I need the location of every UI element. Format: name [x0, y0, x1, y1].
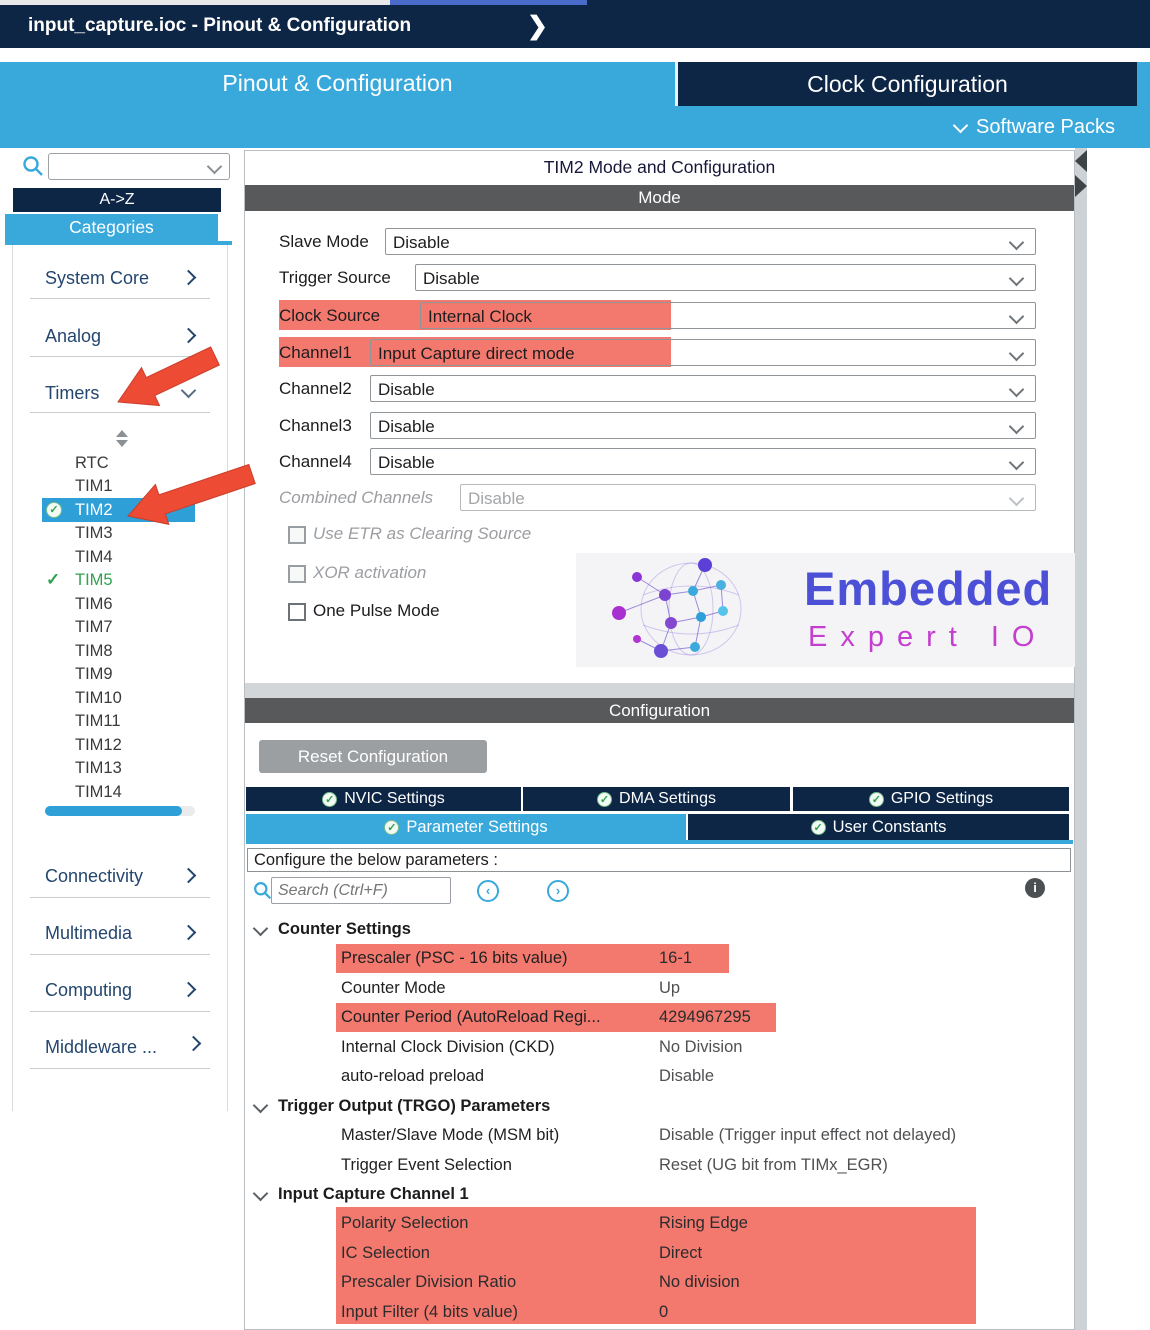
software-packs-label: Software Packs [976, 115, 1115, 138]
channel2-label: Channel2 [279, 379, 352, 398]
timer-list-scrollbar-track[interactable] [45, 806, 195, 816]
param-value[interactable]: No division [659, 1273, 740, 1291]
timer-label: TIM2 [75, 501, 113, 519]
sidebar-timer-item[interactable]: TIM7 [75, 618, 113, 636]
param-value[interactable]: Direct [659, 1244, 703, 1262]
chevron-down-icon [1009, 419, 1025, 435]
logo-subtitle: Expert IO [808, 621, 1048, 653]
tab-clock-label: Clock Configuration [807, 70, 1008, 97]
param-value[interactable]: Reset (UG bit from TIMx_EGR) [659, 1156, 888, 1174]
check-icon: ✓ [46, 570, 61, 589]
search-icon [22, 155, 44, 177]
logo-title: Embedded [804, 562, 1053, 615]
xor-activation-checkbox [288, 565, 306, 583]
one-pulse-mode-checkbox[interactable] [288, 603, 306, 621]
search-next-button[interactable]: › [547, 880, 569, 902]
window-title: input_capture.ioc - Pinout & Configuration [28, 15, 412, 36]
parameters-search-input[interactable] [271, 877, 451, 904]
parameters-banner-text: Configure the below parameters : [254, 851, 498, 869]
panel-title-text: TIM2 Mode and Configuration [543, 157, 776, 177]
az-sort-label: A->Z [99, 191, 135, 208]
param-label: Input Filter (4 bits value) [341, 1303, 518, 1321]
ok-check-icon: ✓ [597, 792, 612, 807]
channel1-label: Channel1 [279, 343, 352, 362]
param-label: Internal Clock Division (CKD) [341, 1038, 555, 1056]
panel-gap [245, 683, 1074, 698]
tab-gpio-settings[interactable] [793, 787, 1069, 811]
divider [30, 356, 210, 357]
divider [30, 897, 210, 898]
ok-check-icon: ✓ [384, 820, 399, 835]
combined-channels-label: Combined Channels [279, 488, 434, 507]
configuration-header-text: Configuration [608, 701, 711, 720]
param-value[interactable]: 0 [659, 1303, 669, 1321]
combined-channels-select [460, 484, 1036, 511]
section-counter-settings[interactable]: Counter Settings [278, 920, 411, 938]
param-label: Prescaler (PSC - 16 bits value) [341, 949, 568, 967]
clock-source-value: Internal Clock [428, 307, 532, 326]
chevron-down-icon [1009, 235, 1025, 251]
sidebar-timer-item-selected[interactable] [42, 498, 195, 522]
divider [30, 1068, 210, 1069]
sidebar-timer-item[interactable]: TIM5 [75, 571, 113, 589]
categories-label: Categories [69, 217, 154, 237]
sidebar-timer-item[interactable]: TIM14 [75, 783, 122, 801]
sidebar-item-multimedia[interactable]: Multimedia [45, 923, 133, 943]
param-label: Counter Period (AutoReload Regi... [341, 1008, 601, 1026]
channel1-value: Input Capture direct mode [378, 344, 575, 363]
sidebar-search-combo[interactable] [48, 153, 230, 180]
tab-pinout-configuration[interactable] [0, 70, 675, 104]
param-label: Master/Slave Mode (MSM bit) [341, 1126, 560, 1144]
divider [30, 954, 210, 955]
panel-splitter[interactable] [1075, 148, 1087, 1330]
param-value[interactable]: No Division [659, 1038, 743, 1056]
tab-pinout-label: Pinout & Configuration [222, 70, 453, 96]
collapse-icon[interactable] [253, 1098, 269, 1114]
tab-label: NVIC Settings [344, 790, 445, 807]
sort-down-icon [116, 440, 128, 447]
breadcrumb-chevron-icon: ❯ [527, 12, 548, 40]
embedded-expert-io-logo [576, 553, 1080, 667]
xor-activation-label: XOR activation [313, 563, 427, 582]
param-label: auto-reload preload [341, 1067, 485, 1085]
configuration-section-header [245, 698, 1074, 723]
tab-label: User Constants [832, 817, 947, 836]
search-icon [253, 881, 272, 900]
reset-button-label: Reset Configuration [297, 747, 449, 766]
info-icon[interactable] [1025, 878, 1045, 898]
sidebar-timer-item[interactable]: TIM6 [75, 595, 113, 613]
channel2-value: Disable [378, 380, 435, 399]
info-glyph: i [1033, 880, 1037, 895]
divider [30, 412, 210, 413]
channel3-value: Disable [378, 417, 435, 436]
sidebar-timer-item[interactable]: TIM1 [75, 477, 113, 495]
software-packs-menu[interactable] [880, 113, 1115, 141]
chevron-down-icon [207, 159, 223, 175]
trigger-source-value: Disable [423, 269, 480, 288]
sidebar-search-input[interactable] [52, 156, 206, 177]
sidebar-timer-item[interactable]: TIM12 [75, 736, 122, 754]
slave-mode-value: Disable [393, 233, 450, 252]
param-value[interactable]: Disable (Trigger input effect not delayed) [659, 1126, 957, 1144]
sidebar-timer-item[interactable]: TIM8 [75, 642, 113, 660]
tab-user-constants[interactable] [688, 814, 1069, 840]
chevron-down-icon [1009, 455, 1025, 471]
section-input-capture-channel-1[interactable]: Input Capture Channel 1 [278, 1185, 469, 1203]
collapse-icon[interactable] [253, 1186, 269, 1202]
param-label: Prescaler Division Ratio [341, 1273, 517, 1291]
chevron-down-icon [1009, 382, 1025, 398]
channel2-select[interactable] [370, 375, 1036, 402]
tab-parameter-settings[interactable] [246, 814, 686, 840]
one-pulse-mode-label: One Pulse Mode [313, 601, 440, 620]
splitter-collapse-left-icon[interactable] [1075, 150, 1087, 172]
divider [30, 298, 210, 299]
tab-nvic-settings[interactable] [246, 787, 521, 811]
channel3-select[interactable] [370, 412, 1036, 439]
ok-check-icon: ✓ [811, 820, 826, 835]
tabs-underline [246, 840, 1073, 844]
sort-up-icon [116, 430, 128, 437]
sidebar-item-analog[interactable]: Analog [45, 326, 102, 346]
sidebar-timer-item[interactable]: TIM3 [75, 524, 113, 542]
param-label: Trigger Event Selection [341, 1156, 512, 1174]
parameters-banner [247, 848, 1071, 872]
slave-mode-label: Slave Mode [279, 232, 369, 251]
ok-check-icon: ✓ [322, 792, 337, 807]
sidebar-item-computing[interactable]: Computing [45, 980, 133, 1000]
sort-arrows[interactable] [116, 430, 128, 447]
sidebar-item-system-core[interactable]: System Core [45, 268, 150, 288]
channel4-select[interactable] [370, 448, 1036, 475]
sidebar-timer-item[interactable]: TIM11 [75, 712, 121, 730]
sidebar-item-connectivity[interactable]: Connectivity [45, 866, 144, 886]
categories-tab[interactable] [5, 214, 218, 241]
etr-clearing-label: Use ETR as Clearing Source [313, 524, 532, 543]
channel4-label: Channel4 [279, 452, 352, 471]
divider [30, 1011, 210, 1012]
main-panel [244, 150, 1075, 1330]
clock-source-label: Clock Source [279, 306, 381, 325]
tab-label: DMA Settings [619, 790, 716, 807]
tab-dma-settings[interactable] [523, 787, 790, 811]
combined-channels-value: Disable [468, 489, 525, 508]
reset-configuration-button[interactable] [259, 740, 487, 773]
chevron-down-icon [953, 117, 969, 133]
slave-mode-select[interactable] [385, 228, 1036, 255]
sidebar-timer-item[interactable]: TIM13 [75, 759, 122, 777]
chevron-down-icon [1009, 346, 1025, 362]
section-trgo-parameters[interactable]: Trigger Output (TRGO) Parameters [278, 1097, 551, 1115]
splitter-collapse-right-icon[interactable] [1075, 175, 1087, 197]
channel1-select[interactable] [370, 339, 1036, 366]
sidebar-item-timers[interactable]: Timers [45, 383, 100, 403]
panel-title [245, 151, 1074, 185]
chevron-down-icon [1009, 491, 1025, 507]
clock-source-select[interactable] [420, 302, 1036, 329]
tab-label: Parameter Settings [406, 817, 548, 836]
trigger-source-label: Trigger Source [279, 268, 391, 287]
sidebar-timer-item[interactable]: RTC [75, 454, 109, 472]
param-value[interactable]: 4294967295 [659, 1008, 751, 1026]
chevron-down-icon [1009, 271, 1025, 287]
param-label: Counter Mode [341, 979, 446, 997]
ok-check-icon: ✓ [869, 792, 884, 807]
sidebar-item-middleware[interactable]: Middleware ... [45, 1037, 158, 1057]
param-value[interactable]: Disable [659, 1067, 715, 1085]
tab-label: GPIO Settings [890, 790, 994, 807]
param-label: Polarity Selection [341, 1214, 469, 1232]
az-sort-tab[interactable] [13, 188, 221, 212]
mode-section-header [245, 185, 1074, 211]
enabled-check-icon: ✓ [46, 502, 62, 518]
timer-list-scrollbar-thumb[interactable] [45, 806, 182, 816]
param-label: IC Selection [341, 1244, 430, 1262]
param-value[interactable]: 16-1 [659, 949, 693, 967]
tab-clock-configuration[interactable] [675, 62, 1137, 106]
channel3-label: Channel3 [279, 416, 352, 435]
sidebar-timer-item[interactable]: TIM4 [75, 548, 113, 566]
etr-clearing-checkbox [288, 526, 306, 544]
title-bar [0, 5, 1150, 48]
chevron-down-icon [1009, 309, 1025, 325]
param-value[interactable]: Up [659, 979, 681, 997]
network-globe-icon [584, 557, 794, 663]
sidebar-timer-item[interactable]: TIM9 [75, 665, 113, 683]
param-value[interactable]: Rising Edge [659, 1214, 748, 1232]
mode-header-text: Mode [638, 188, 681, 207]
trigger-source-select[interactable] [415, 264, 1036, 291]
channel4-value: Disable [378, 453, 435, 472]
search-prev-button[interactable]: ‹ [477, 880, 499, 902]
sidebar-timer-item[interactable]: TIM10 [75, 689, 122, 707]
collapse-icon[interactable] [253, 921, 269, 937]
